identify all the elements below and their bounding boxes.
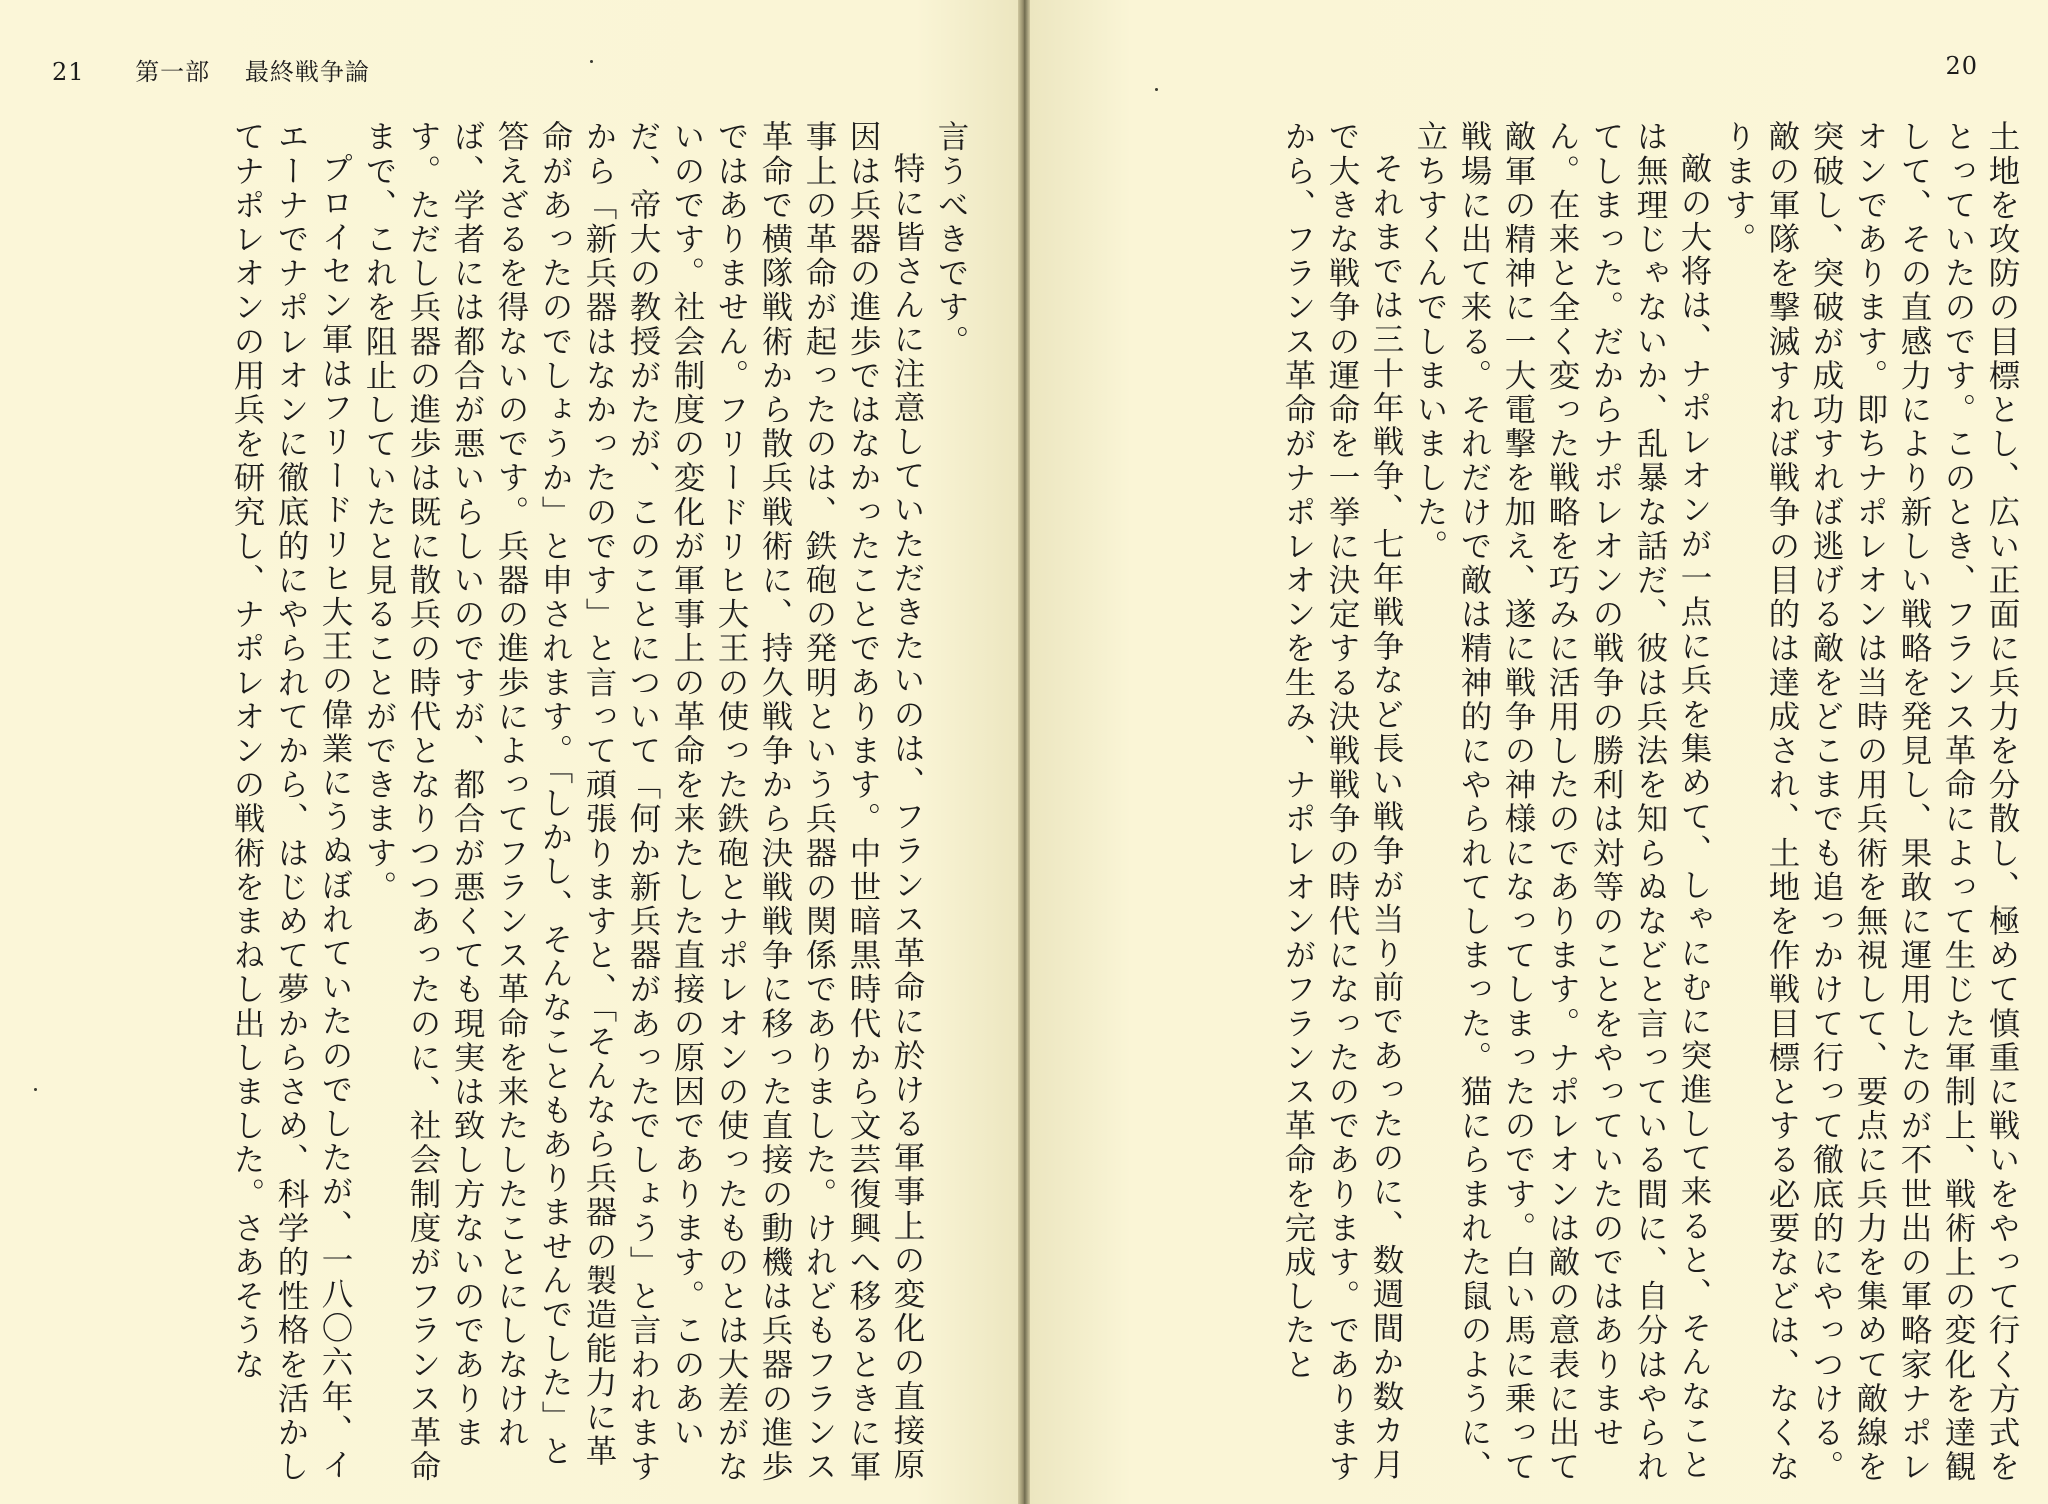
- left-page: [0, 0, 1018, 1504]
- paragraph: プロイセン軍はフリードリヒ大王の偉業にうぬぼれていたのでしたが、一八〇六年、イエーナでナポレオンに徹底的にやられてから、はじめて夢からさめ、科学的性格を活かしてナポレオンの用兵を研究し、ナポレオンの戦術をまねし出しました。さあそうな: [229, 120, 353, 1484]
- paper-speck: [590, 60, 593, 63]
- chapter-title: 最終戦争論: [244, 58, 370, 86]
- paragraph: 特に皆さんに注意していただきたいのは、フランス革命に於ける軍事上の変化の直接原因は兵器の進歩ではなかったことであります。中世暗黒時代から文芸復興へ移るときに軍事上の革命が起ったのは、鉄砲の発明という兵器の関係でありました。けれどもフランス革命で横隊戦術から散兵戦術に、持久戦争から決戦戦争に移った直接の動機は兵器の進歩ではありません。フリードリヒ大王の使った鉄砲とナポレオンの使ったものとは大差がないのです。社会制度の変化が軍事上の革命を来たした直接の原因であります。このあいだ、帝大の教授がたが、このことについて「何か新兵器があったでしょう」と言われますから「新兵器はなかったのです」と言って頑張りますと、「そんなら兵器の製造能力に革命があったのでしょうか」と申されます。「しかし、そんなこともありませんでした」と答えざるを得ないのです。兵器の進歩によってフランス革命を来たしたことにしなければ、学者には都合が悪いらしいのですが、都合が悪くても現実は致し方ないのであります。ただし兵器の進歩は既に散兵の時代となりつつあったのに、社会制度がフランス革命まで、これを阻止していたと見ることができます。: [361, 120, 925, 1484]
- left-body-text: [43, 120, 973, 1500]
- paragraph: 土地を攻防の目標とし、広い正面に兵力を分散し、極めて慎重に戦いをやって行く方式をとっていたのです。このとき、フランス革命によって生じた軍制上、戦術上の変化を達観して、その直感力により新しい戦略を発見し、果敢に運用したのが不世出の軍略家ナポレオンであります。即ちナポレオンは当時の用兵術を無視して、要点に兵力を集めて敵線を突破し、突破が成功すれば逃げる敵をどこまでも追っかけて行って徹底的にやっつける。敵の軍隊を撃滅すれば戦争の目的は達成され、土地を作戦目標とする必要などは、なくなります。: [1720, 120, 2020, 1484]
- paragraph: それまでは三十年戦争、七年戦争など長い戦争が当り前であったのに、数週間か数カ月で大きな戦争の運命を一挙に決定する決戦戦争の時代になったのであります。でありますから、フランス革命がナポレオンを生み、ナポレオンがフランス革命を完成したと: [1280, 120, 1404, 1484]
- left-page-number: 21: [52, 58, 85, 86]
- paragraph: 敵の大将は、ナポレオンが一点に兵を集めて、しゃにむに突進して来ると、そんなことは無理じゃないか、乱暴な話だ、彼は兵法を知らぬなどと言っている間に、自分はやられてしまった。だからナポレオンの戦争の勝利は対等のことをやっていたのではありません。在来と全く変った戦略を巧みに活用したのであります。ナポレオンは敵の意表に出て敵軍の精神に一大電撃を加え、遂に戦争の神様になってしまったのです。白い馬に乗って戦場に出て来る。それだけで敵は精神的にやられてしまった。猫にらまれた鼠のように、立ちすくんでしまいました。: [1412, 120, 1712, 1484]
- part-title: 第一部: [135, 58, 211, 86]
- right-body-text: [1054, 120, 2024, 1500]
- left-running-head: [52, 52, 370, 87]
- paper-speck: [1155, 88, 1158, 91]
- book-gutter: [1018, 0, 1030, 1504]
- paragraph: 言うべきです。: [933, 120, 969, 359]
- right-page-number: 20: [1945, 52, 1978, 80]
- right-running-head: [1945, 52, 1978, 80]
- paper-speck: [34, 1088, 37, 1091]
- right-page: [1030, 0, 2048, 1504]
